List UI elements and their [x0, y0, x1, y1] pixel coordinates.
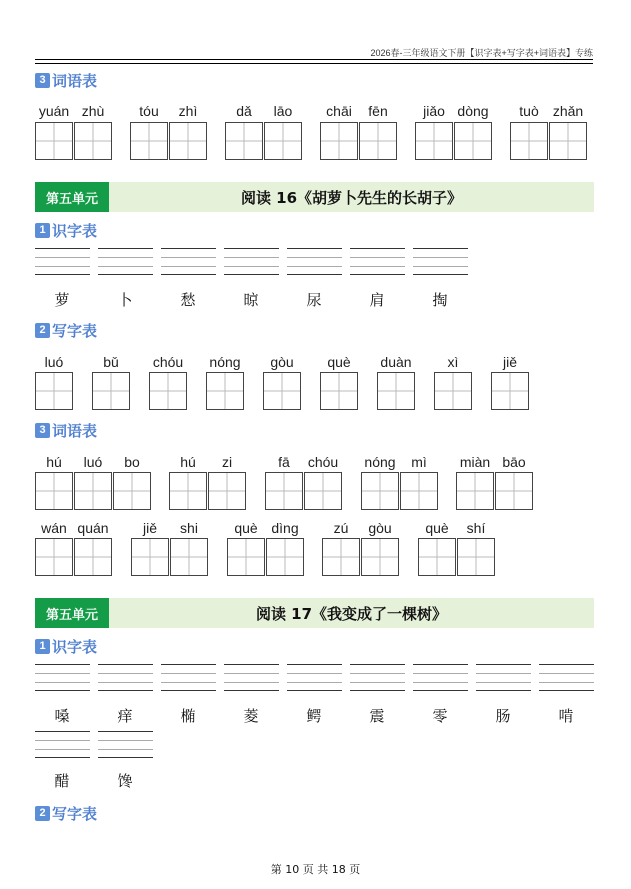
character: 萝	[54, 291, 70, 309]
section-number-badge: 2	[35, 323, 50, 338]
writing-box[interactable]	[263, 372, 301, 410]
pinyin: tóu	[139, 103, 159, 119]
lesson-title: 阅读 16《胡萝卜先生的长胡子》	[240, 188, 463, 207]
pinyin-write-lines[interactable]	[413, 248, 468, 274]
character: 零	[432, 707, 448, 725]
pinyin-write-lines[interactable]	[287, 248, 342, 274]
section-header-xiezibiao	[35, 804, 97, 822]
writing-box[interactable]	[264, 122, 302, 160]
character: 鳄	[306, 707, 322, 725]
writing-box[interactable]	[130, 122, 168, 160]
pinyin: yuán	[38, 103, 70, 119]
writing-box[interactable]	[35, 122, 73, 160]
pinyin: luó	[44, 354, 64, 370]
pinyin: mì	[411, 454, 427, 470]
writing-box[interactable]	[320, 122, 358, 160]
writing-box[interactable]	[170, 538, 208, 576]
section-title: 词语表	[52, 71, 98, 90]
character: 震	[369, 707, 385, 725]
pinyin-write-lines[interactable]	[539, 664, 594, 690]
character: 愁	[180, 291, 196, 309]
pinyin: miàn	[459, 454, 491, 470]
section-title: 写字表	[52, 321, 98, 340]
pinyin: bo	[124, 454, 140, 470]
pinyin: jiě	[502, 354, 518, 370]
writing-box[interactable]	[454, 122, 492, 160]
writing-box[interactable]	[495, 472, 533, 510]
pinyin: zú	[333, 520, 349, 536]
writing-box[interactable]	[208, 472, 246, 510]
writing-box[interactable]	[400, 472, 438, 510]
character: 晾	[243, 291, 259, 309]
section-number-badge: 1	[35, 223, 50, 238]
pinyin: fēn	[368, 103, 388, 119]
pinyin: gòu	[270, 354, 294, 370]
character: 卜	[117, 291, 133, 309]
pinyin: nóng	[209, 354, 241, 370]
character: 肠	[495, 707, 511, 725]
character: 馋	[117, 772, 133, 790]
pinyin: lāo	[273, 103, 293, 119]
document-header-title: 2026春-三年级语文下册【识字表+写字表+词语表】专练	[370, 48, 593, 58]
pinyin-write-lines[interactable]	[287, 664, 342, 690]
unit-banner-17	[35, 598, 594, 628]
writing-box[interactable]	[491, 372, 529, 410]
writing-box[interactable]	[74, 538, 112, 576]
character: 醋	[54, 772, 70, 790]
section-title: 写字表	[52, 804, 98, 823]
pinyin: bǔ	[103, 354, 119, 370]
pinyin-write-lines[interactable]	[350, 664, 405, 690]
pinyin-write-lines[interactable]	[98, 664, 153, 690]
writing-box[interactable]	[225, 122, 263, 160]
writing-box[interactable]	[418, 538, 456, 576]
writing-box[interactable]	[361, 472, 399, 510]
pinyin: què	[234, 520, 258, 536]
pinyin: jiǎo	[423, 103, 445, 119]
pinyin: wán	[41, 520, 67, 536]
pinyin: fā	[278, 454, 290, 470]
section-header-xiezibiao	[35, 321, 97, 339]
writing-box[interactable]	[320, 372, 358, 410]
pinyin: chāi	[326, 103, 352, 119]
unit-badge: 第五单元	[35, 598, 109, 628]
writing-box[interactable]	[149, 372, 187, 410]
pinyin: zhǎn	[552, 103, 584, 119]
pinyin-write-lines[interactable]	[98, 248, 153, 274]
writing-box[interactable]	[92, 372, 130, 410]
pinyin: què	[327, 354, 351, 370]
writing-box[interactable]	[131, 538, 169, 576]
section-number-badge: 1	[35, 639, 50, 654]
pinyin: zhì	[178, 103, 198, 119]
pinyin: chóu	[307, 454, 339, 470]
writing-box[interactable]	[434, 372, 472, 410]
pinyin-write-lines[interactable]	[476, 664, 531, 690]
writing-box[interactable]	[266, 538, 304, 576]
page-number: 第 10 页 共 18 页	[270, 863, 361, 876]
pinyin: xì	[447, 354, 459, 370]
writing-box[interactable]	[456, 472, 494, 510]
writing-box[interactable]	[206, 372, 244, 410]
pinyin: shí	[466, 520, 486, 536]
character: 尿	[306, 291, 322, 309]
pinyin-write-lines[interactable]	[413, 664, 468, 690]
section-title: 词语表	[52, 421, 98, 440]
section-number-badge: 3	[35, 73, 50, 88]
lesson-title: 阅读 17《我变成了一棵树》	[255, 604, 448, 623]
unit-badge: 第五单元	[35, 182, 109, 212]
writing-box[interactable]	[227, 538, 265, 576]
pinyin: gòu	[368, 520, 392, 536]
pinyin-write-lines[interactable]	[98, 731, 153, 757]
section-title: 识字表	[52, 637, 98, 656]
pinyin: què	[425, 520, 449, 536]
writing-box[interactable]	[361, 538, 399, 576]
section-header-shizibiao	[35, 221, 97, 239]
pinyin: nóng	[364, 454, 396, 470]
writing-box[interactable]	[35, 538, 73, 576]
pinyin-write-lines[interactable]	[35, 248, 90, 274]
pinyin-write-lines[interactable]	[224, 664, 279, 690]
pinyin: luó	[83, 454, 103, 470]
section-number-badge: 3	[35, 423, 50, 438]
writing-box[interactable]	[169, 472, 207, 510]
writing-box[interactable]	[322, 538, 360, 576]
pinyin: dòng	[457, 103, 489, 119]
writing-box[interactable]	[457, 538, 495, 576]
character: 椭	[180, 707, 196, 725]
pinyin: zi	[221, 454, 233, 470]
writing-box[interactable]	[113, 472, 151, 510]
unit-banner-16	[35, 182, 594, 212]
section-number-badge: 2	[35, 806, 50, 821]
pinyin-write-lines[interactable]	[350, 248, 405, 274]
character: 嗓	[54, 707, 70, 725]
writing-box[interactable]	[359, 122, 397, 160]
pinyin: hú	[46, 454, 62, 470]
pinyin-write-lines[interactable]	[161, 248, 216, 274]
section-header-ciyubiao	[35, 421, 97, 439]
pinyin: duàn	[380, 354, 412, 370]
writing-box[interactable]	[510, 122, 548, 160]
writing-box[interactable]	[74, 122, 112, 160]
character: 啃	[558, 707, 574, 725]
writing-box[interactable]	[377, 372, 415, 410]
pinyin: quán	[77, 520, 109, 536]
pinyin: zhù	[81, 103, 105, 119]
character: 肩	[369, 291, 385, 309]
writing-box[interactable]	[549, 122, 587, 160]
writing-box[interactable]	[415, 122, 453, 160]
writing-box[interactable]	[74, 472, 112, 510]
character: 菱	[243, 707, 259, 725]
writing-box[interactable]	[35, 472, 73, 510]
pinyin: hú	[180, 454, 196, 470]
pinyin: chóu	[152, 354, 184, 370]
pinyin-write-lines[interactable]	[35, 731, 90, 757]
writing-box[interactable]	[304, 472, 342, 510]
section-header-ciyubiao	[35, 71, 97, 89]
section-title: 识字表	[52, 221, 98, 240]
pinyin: tuò	[519, 103, 539, 119]
pinyin: jiě	[142, 520, 158, 536]
character: 掏	[432, 291, 448, 309]
pinyin: dǎ	[236, 103, 252, 119]
pinyin: shi	[180, 520, 198, 536]
pinyin-write-lines[interactable]	[224, 248, 279, 274]
header-rule-top	[35, 59, 593, 60]
pinyin: dìng	[271, 520, 299, 536]
writing-box[interactable]	[35, 372, 73, 410]
pinyin-write-lines[interactable]	[35, 664, 90, 690]
writing-box[interactable]	[265, 472, 303, 510]
pinyin-write-lines[interactable]	[161, 664, 216, 690]
character: 痒	[117, 707, 133, 725]
writing-box[interactable]	[169, 122, 207, 160]
section-header-shizibiao	[35, 637, 97, 655]
header-rule-bottom	[35, 63, 593, 64]
pinyin: bāo	[502, 454, 526, 470]
